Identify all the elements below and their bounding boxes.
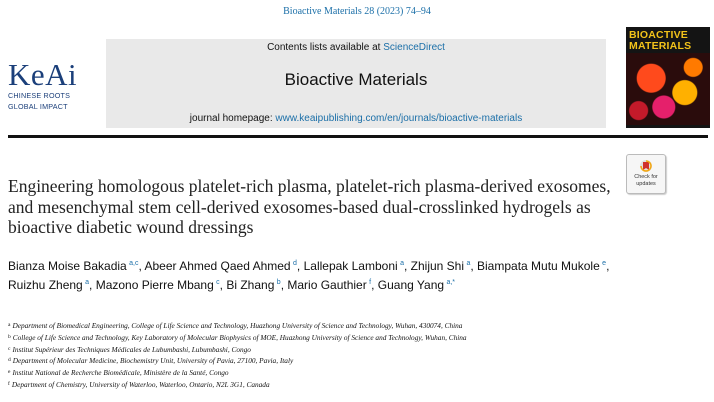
author-entry <box>304 259 404 273</box>
affiliation-line <box>8 367 708 379</box>
cover-title <box>629 30 709 51</box>
author-affiliation-marker[interactable]: f <box>369 278 372 286</box>
contents-prefix: Contents lists available at <box>267 42 384 53</box>
author-affiliation-marker[interactable]: a <box>466 260 471 267</box>
author-affiliation-marker[interactable]: a,c <box>129 260 139 267</box>
author-affiliation-marker[interactable]: e <box>602 260 607 267</box>
author-name[interactable]: Mario Gauthier <box>287 277 367 292</box>
author-affiliation-marker[interactable]: a <box>85 278 90 286</box>
author-affiliation-marker[interactable]: d <box>293 260 297 267</box>
affiliation-key: c <box>8 345 11 352</box>
affiliation-key: e <box>8 369 11 376</box>
affiliation-text: Department of Chemistry, University of Waterloo, Waterloo, Ontario, N2L 3G1, Canada <box>11 379 270 389</box>
check-updates-icon <box>639 159 653 173</box>
author-entry <box>8 278 89 292</box>
affiliation-line <box>8 355 708 367</box>
logo-tagline-2: GLOBAL IMPACT <box>8 101 68 111</box>
cover-title-line2: MATERIALS <box>629 39 692 52</box>
author-entry <box>411 259 471 273</box>
author-name[interactable]: Guang Yang <box>377 277 445 292</box>
affiliation-line <box>8 320 708 332</box>
journal-info-box <box>106 39 606 128</box>
author-entry <box>8 259 138 273</box>
author-name[interactable]: Ruizhu Zheng <box>8 277 83 292</box>
author-name[interactable]: Biampata Mutu Mukole <box>477 259 600 273</box>
author-list: Bianza Moise Bakadia $^{a,c}$, Abeer Ahmed Qaed Ahmed $^d$, Lallepak Lamboni $^a$, Zhijun Shi $^a$, Biampata Mutu Mukole $^e$, Ruizhu Zheng $^a$, Mazono Pierre Mbang $^c$, Bi Zhang $^b$, Mario Gauthier $^f$, Guang Yang $^{a,*}$ <box>8 259 610 292</box>
author-affiliation-marker[interactable]: a,* <box>446 278 456 286</box>
affiliation-line <box>8 344 708 356</box>
homepage-link[interactable]: www.keaipublishing.com/en/journals/bioactive-materials <box>275 113 523 124</box>
journal-title: Bioactive Materials <box>284 70 428 89</box>
affiliation-text: Department of Molecular Medicine, Biochemistry Unit, University of Pavia, 27100, Pavia, Italy <box>12 356 294 366</box>
journal-cover-image[interactable] <box>626 27 710 128</box>
affiliation-line <box>8 379 708 391</box>
affiliation-key: a <box>8 322 11 328</box>
author-entry <box>96 278 220 292</box>
header-divider <box>8 135 708 138</box>
affiliation-line <box>8 332 708 344</box>
author-affiliation-marker[interactable]: c <box>216 278 220 286</box>
affiliation-list <box>8 320 708 391</box>
updates-label-2: updates <box>636 181 656 187</box>
author-affiliation-marker[interactable]: a <box>400 260 404 267</box>
affiliation-text: College of Life Science and Technology, Key Laboratory of Molecular Biophysics of MOE, Huazhong University of Science and Technology, Wuhan, China <box>12 332 467 342</box>
author-entry <box>287 278 371 292</box>
affiliation-text: Department of Biomedical Engineering, College of Life Science and Technology, Huazhong University of Science and Technology, Wuhan, 430074, China <box>12 321 463 330</box>
author-name[interactable]: Lallepak Lamboni <box>303 259 398 273</box>
author-entry <box>226 278 280 292</box>
journal-header <box>8 24 620 132</box>
cover-title-line1: BIOACTIVE <box>629 29 688 41</box>
author-name[interactable]: Bi Zhang <box>226 277 275 292</box>
check-for-updates-button[interactable] <box>626 154 666 194</box>
updates-label-1: Check for <box>634 174 658 180</box>
cover-artwork <box>626 53 710 125</box>
keai-logo[interactable] <box>8 59 96 111</box>
journal-citation[interactable]: Bioactive Materials 28 (2023) 74–94 <box>283 6 431 17</box>
affiliation-key: d <box>8 357 11 364</box>
author-entry <box>477 259 606 273</box>
sciencedirect-link[interactable]: ScienceDirect <box>383 42 445 53</box>
affiliation-text: Institut Supérieur des Techniques Médicales de Lubumbashi, Lubumbashi, Congo <box>12 344 251 354</box>
affiliation-key: f <box>8 380 10 387</box>
author-affiliation-marker[interactable]: b <box>276 278 281 286</box>
contents-line <box>106 42 606 53</box>
author-name[interactable]: Bianza Moise Bakadia <box>8 259 127 273</box>
affiliation-text: Institut National de Recherche Biomédicale, Ministère de la Santé, Congo <box>12 368 229 378</box>
author-name[interactable]: Abeer Ahmed Qaed Ahmed <box>144 259 291 273</box>
author-name[interactable]: Mazono Pierre Mbang <box>95 277 214 292</box>
homepage-prefix: journal homepage: <box>189 113 276 124</box>
logo-tagline-1: CHINESE ROOTS <box>8 91 71 100</box>
homepage-line <box>106 113 606 124</box>
author-entry <box>145 259 297 273</box>
logo-wordmark: KeAi <box>8 57 78 92</box>
affiliation-key: b <box>8 333 11 340</box>
article-title: Engineering homologous platelet-rich plasma, platelet-rich plasma-derived exosomes, and mesenchymal stem cell-derived exosomes-based dual-crosslinked hydrogels as bioactive diabetic wound dressings <box>8 176 611 237</box>
author-name[interactable]: Zhijun Shi <box>410 259 465 273</box>
author-entry <box>378 278 455 292</box>
